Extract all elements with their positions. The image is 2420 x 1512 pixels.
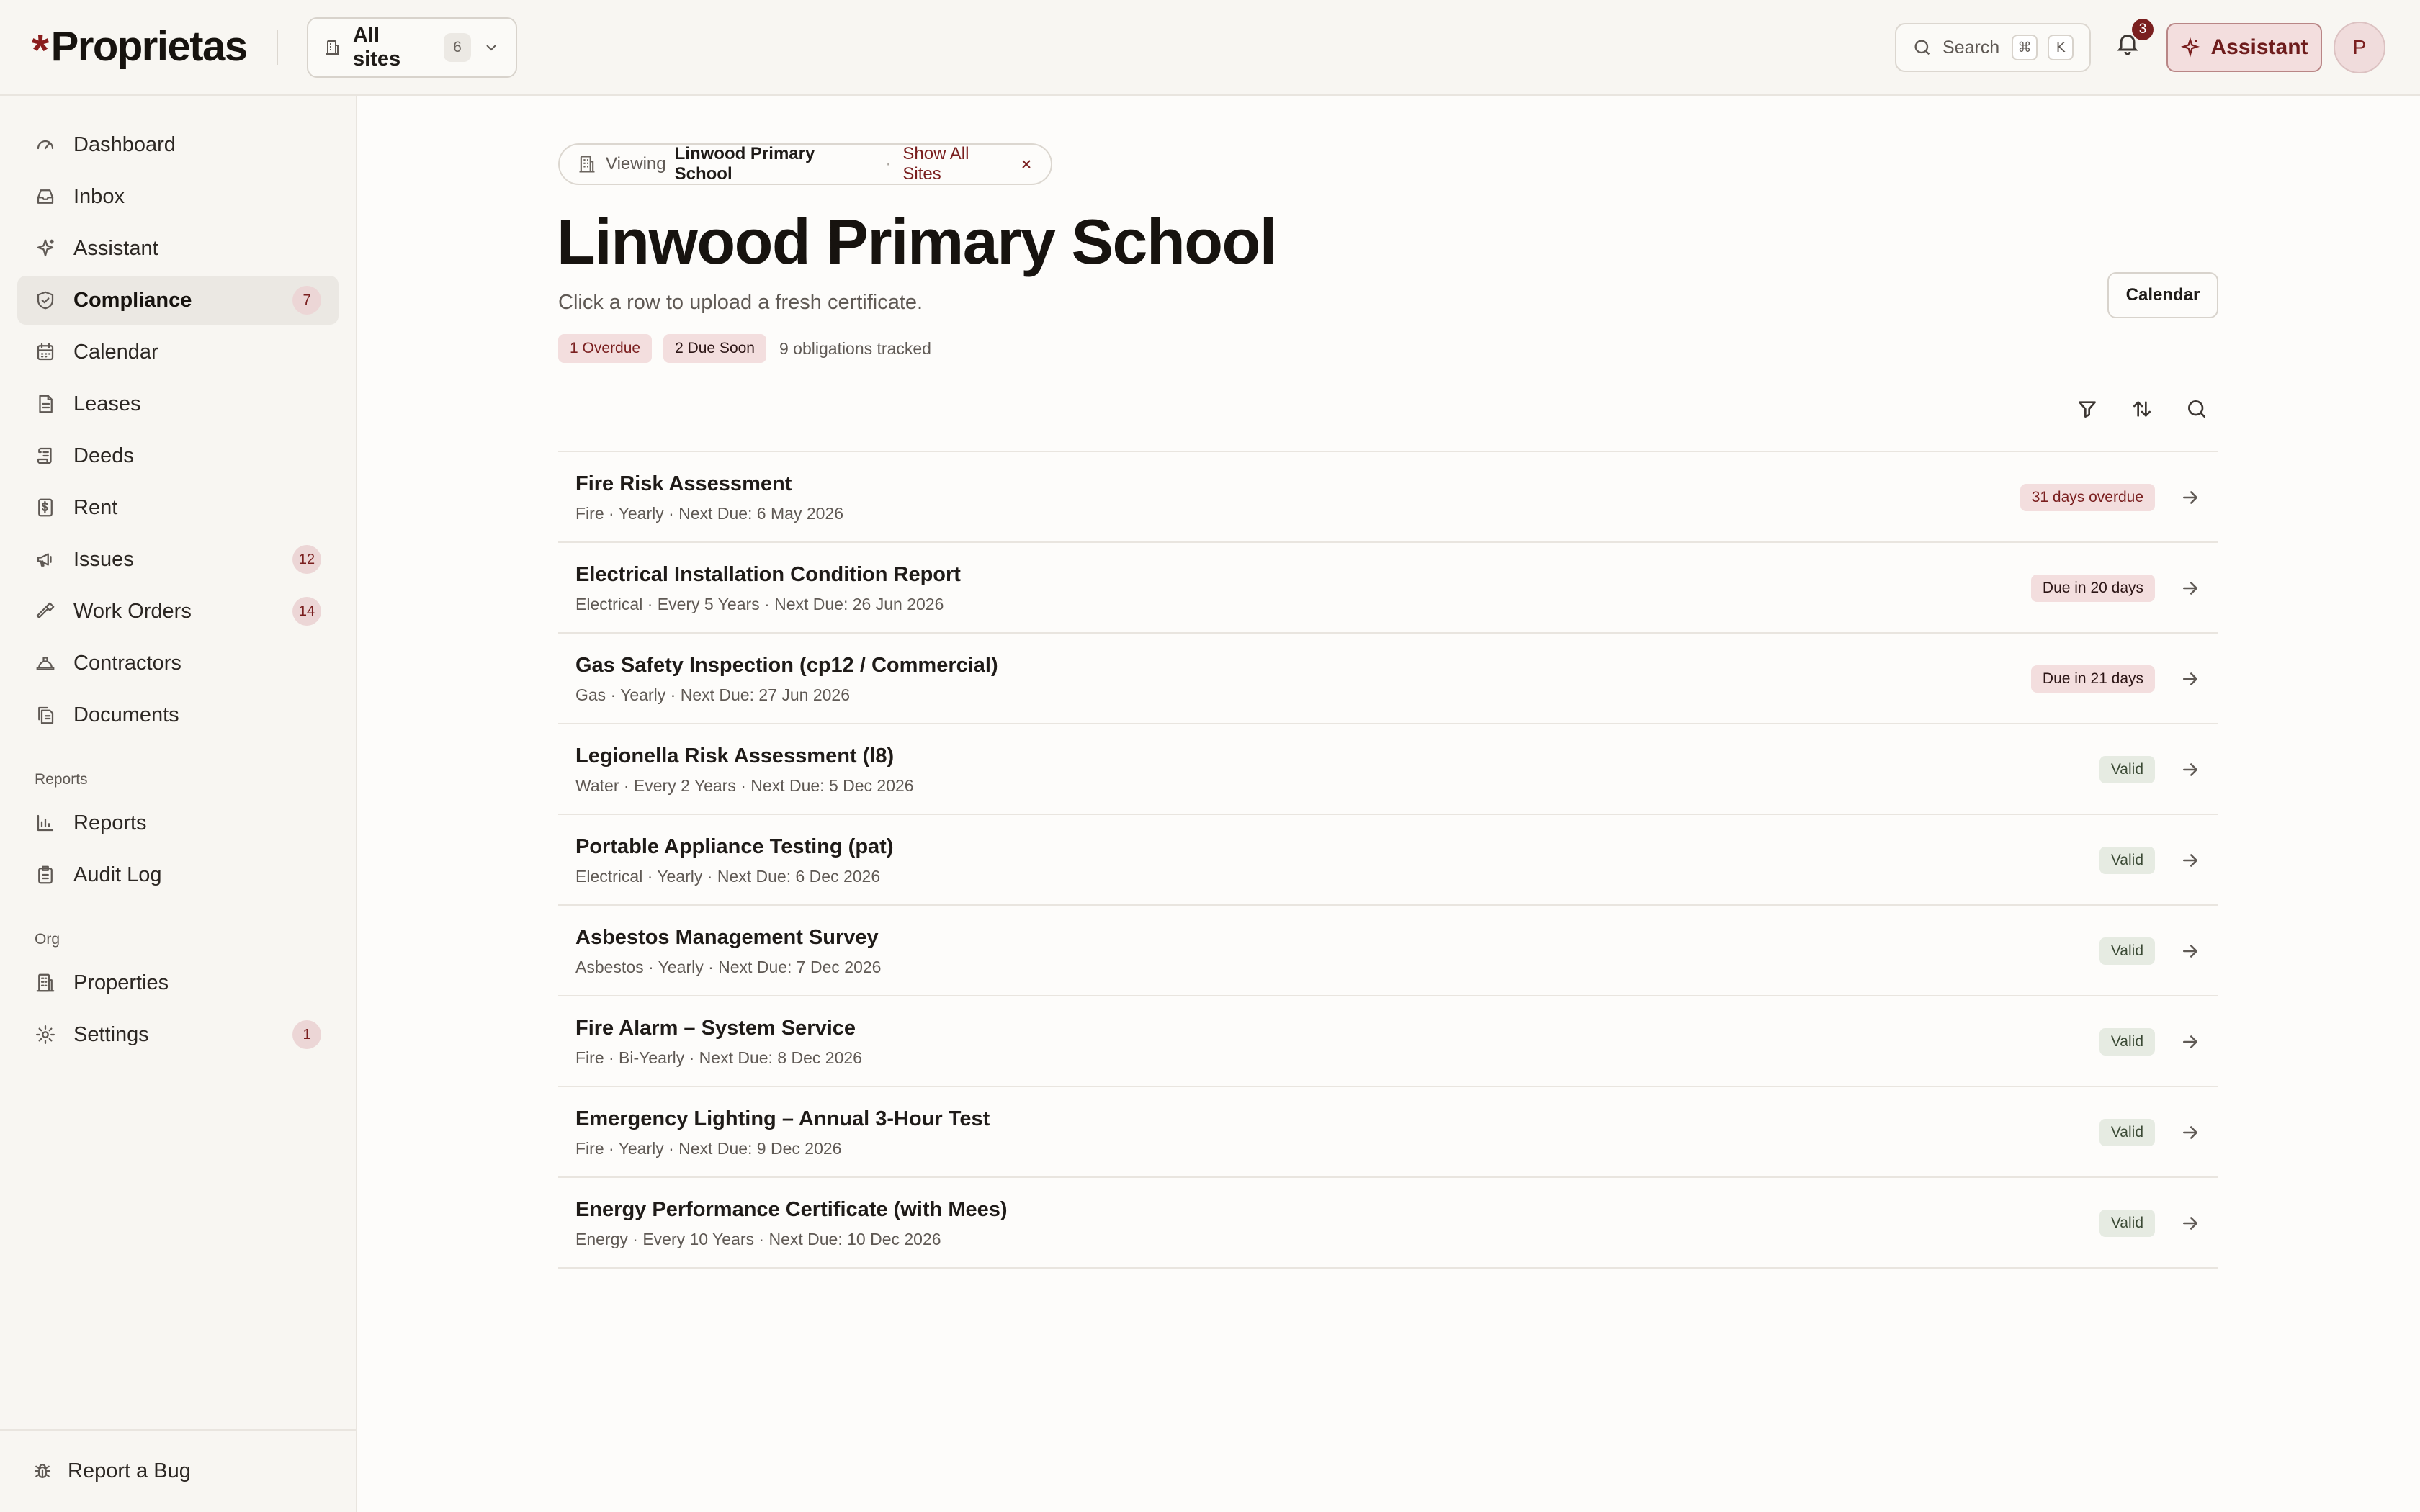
notification-count-badge: 3: [2132, 19, 2154, 40]
filter-icon[interactable]: [2074, 393, 2100, 425]
sidebar-item-label: Calendar: [73, 340, 158, 364]
arrow-right-icon[interactable]: [2179, 1122, 2201, 1143]
sparkle-icon: [35, 238, 56, 259]
obligation-row[interactable]: [558, 724, 2218, 815]
sidebar-item-label: Audit Log: [73, 863, 162, 886]
obligation-meta: Fire · Yearly · Next Due: 6 May 2026: [575, 504, 843, 523]
sidebar-item-deeds[interactable]: [17, 431, 339, 480]
sidebar-item-label: Issues: [73, 547, 134, 571]
site-selector-label: All sites: [353, 24, 401, 71]
notifications-button[interactable]: [2115, 22, 2147, 62]
search-button[interactable]: [1895, 23, 2091, 72]
report-bug-link[interactable]: [32, 1453, 191, 1489]
obligation-title: Asbestos Management Survey: [575, 926, 879, 949]
sidebar-item-label: Properties: [73, 971, 169, 994]
gear-icon: [35, 1024, 56, 1045]
obligation-title: Fire Risk Assessment: [575, 472, 792, 495]
inbox-icon: [35, 186, 56, 207]
hard-hat-icon: [35, 652, 56, 674]
page-subtitle: Click a row to upload a fresh certificate.: [558, 291, 923, 314]
obligation-meta: Asbestos · Yearly · Next Due: 7 Dec 2026: [575, 958, 882, 976]
obligation-row[interactable]: [558, 1178, 2218, 1269]
sidebar-item-rent[interactable]: [17, 483, 339, 532]
viewing-site-pill: [558, 143, 1052, 185]
settings-count-badge: 1: [292, 1020, 321, 1049]
viewing-prefix: Viewing: [606, 154, 666, 174]
sidebar-item-compliance[interactable]: [17, 276, 339, 325]
gauge-icon: [35, 134, 56, 156]
arrow-right-icon[interactable]: [2179, 577, 2201, 599]
files-icon: [35, 704, 56, 726]
logo-text: Proprietas: [50, 22, 247, 70]
arrow-right-icon[interactable]: [2179, 940, 2201, 962]
sidebar-item-contractors[interactable]: [17, 639, 339, 688]
obligation-row[interactable]: [558, 543, 2218, 634]
work-orders-count-badge: 14: [292, 597, 321, 626]
scroll-icon: [35, 445, 56, 467]
obligations-list: [558, 451, 2218, 1269]
search-icon: [1912, 37, 1932, 58]
status-badge: Valid: [2099, 937, 2155, 965]
sidebar-item-dashboard[interactable]: [17, 120, 339, 169]
kbd-k: K: [2048, 35, 2074, 60]
sidebar-item-label: Settings: [73, 1022, 149, 1046]
status-badge: 31 days overdue: [2020, 484, 2155, 511]
sidebar-item-label: Reports: [73, 811, 147, 834]
section-label-reports: Reports: [35, 771, 88, 788]
show-all-sites-button[interactable]: Show All Sites: [902, 144, 969, 184]
calendar-icon: [35, 341, 56, 363]
obligation-meta: Fire · Bi-Yearly · Next Due: 8 Dec 2026: [575, 1048, 862, 1067]
section-label-org: Org: [35, 931, 60, 948]
obligation-title: Portable Appliance Testing (pat): [575, 835, 894, 858]
status-badge: Valid: [2099, 1210, 2155, 1237]
sparkle-icon: [2180, 37, 2200, 58]
sidebar-item-label: Contractors: [73, 651, 182, 675]
chevron-down-icon: [483, 39, 500, 56]
obligation-meta: Water · Every 2 Years · Next Due: 5 Dec 2026: [575, 776, 914, 795]
logo-star: *: [32, 25, 48, 76]
obligation-row[interactable]: [558, 1087, 2218, 1178]
assistant-button[interactable]: [2166, 23, 2322, 72]
sidebar-item-work-orders[interactable]: [17, 587, 339, 636]
search-label: Search: [1942, 37, 2000, 58]
obligation-title: Electrical Installation Condition Report: [575, 563, 961, 586]
obligation-row[interactable]: [558, 996, 2218, 1087]
calendar-button[interactable]: Calendar: [2107, 272, 2218, 318]
obligation-row[interactable]: [558, 634, 2218, 724]
sidebar-item-label: Rent: [73, 495, 118, 519]
sidebar-item-label: Work Orders: [73, 599, 192, 623]
sort-icon[interactable]: [2129, 393, 2155, 425]
sidebar-item-inbox[interactable]: [17, 172, 339, 221]
top-header: [0, 0, 2420, 96]
status-badge: Valid: [2099, 756, 2155, 783]
arrow-right-icon[interactable]: [2179, 487, 2201, 508]
currency-icon: [35, 497, 56, 518]
obligation-row[interactable]: [558, 452, 2218, 543]
clipboard-icon: [35, 864, 56, 886]
obligation-meta: Energy · Every 10 Years · Next Due: 10 Dec 2026: [575, 1230, 941, 1248]
obligation-row[interactable]: [558, 906, 2218, 996]
compliance-count-badge: 7: [292, 286, 321, 315]
sidebar-item-reports[interactable]: [17, 798, 339, 847]
status-badge: Due in 21 days: [2031, 665, 2155, 693]
sidebar-item-label: Dashboard: [73, 132, 176, 156]
sidebar-item-label: Assistant: [73, 236, 158, 260]
shield-check-icon: [35, 289, 56, 311]
obligation-meta: Electrical · Yearly · Next Due: 6 Dec 2026: [575, 867, 881, 886]
sidebar-item-label: Compliance: [73, 288, 192, 312]
obligation-meta: Fire · Yearly · Next Due: 9 Dec 2026: [575, 1139, 842, 1158]
arrow-right-icon[interactable]: [2179, 759, 2201, 780]
obligation-title: Legionella Risk Assessment (l8): [575, 744, 895, 768]
sidebar-item-label: Leases: [73, 392, 141, 415]
sidebar-item-assistant[interactable]: [17, 224, 339, 273]
sidebar-item-label: Deeds: [73, 444, 134, 467]
stats-row: [558, 334, 931, 363]
header-divider: [277, 30, 278, 65]
sidebar: [0, 96, 357, 1512]
app-logo[interactable]: [32, 20, 247, 76]
arrow-right-icon[interactable]: [2179, 850, 2201, 871]
list-toolbar: [2074, 393, 2210, 425]
search-icon[interactable]: [2184, 393, 2210, 425]
obligation-row[interactable]: [558, 815, 2218, 906]
site-count-badge: 6: [444, 33, 471, 62]
sidebar-item-documents[interactable]: [17, 690, 339, 739]
sidebar-item-audit-log[interactable]: [17, 850, 339, 899]
issues-count-badge: 12: [292, 545, 321, 574]
obligation-title: Emergency Lighting – Annual 3-Hour Test: [575, 1107, 990, 1130]
building-icon: [577, 154, 597, 174]
building-icon: [35, 972, 56, 994]
kbd-command: ⌘: [2012, 35, 2038, 60]
status-badge: Valid: [2099, 1028, 2155, 1056]
sidebar-item-label: Documents: [73, 703, 179, 726]
megaphone-icon: [35, 549, 56, 570]
obligation-title: Fire Alarm – System Service: [575, 1017, 856, 1040]
sidebar-item-settings[interactable]: [17, 1010, 339, 1059]
page-title: Linwood Primary School: [557, 206, 1276, 277]
user-avatar[interactable]: P: [2334, 22, 2385, 73]
hammer-icon: [35, 600, 56, 622]
obligation-title: Gas Safety Inspection (cp12 / Commercial): [575, 654, 998, 677]
report-bug-label: Report a Bug: [68, 1459, 191, 1482]
status-badge: Due in 20 days: [2031, 575, 2155, 602]
overdue-badge: 1 Overdue: [558, 334, 652, 363]
obligation-meta: Gas · Yearly · Next Due: 27 Jun 2026: [575, 685, 850, 704]
building-icon: [324, 39, 341, 56]
sidebar-item-label: Inbox: [73, 184, 125, 208]
assistant-button-label: Assistant: [2210, 35, 2308, 59]
document-icon: [35, 393, 56, 415]
viewing-separator: ·: [885, 154, 892, 174]
close-icon[interactable]: [1019, 157, 1034, 171]
arrow-right-icon[interactable]: [2179, 1212, 2201, 1234]
status-badge: Valid: [2099, 847, 2155, 874]
bar-chart-icon: [35, 812, 56, 834]
arrow-right-icon[interactable]: [2179, 668, 2201, 690]
sidebar-item-leases[interactable]: [17, 379, 339, 428]
site-selector[interactable]: [307, 17, 517, 78]
due-soon-badge: 2 Due Soon: [663, 334, 766, 363]
bug-icon: [32, 1460, 53, 1482]
sidebar-item-issues[interactable]: [17, 535, 339, 584]
sidebar-footer-divider: [0, 1429, 356, 1431]
obligation-title: Energy Performance Certificate (with Mees): [575, 1198, 1008, 1221]
viewing-site-name: Linwood Primary School: [674, 144, 815, 184]
obligations-tracked-text: 9 obligations tracked: [779, 338, 931, 358]
obligation-meta: Electrical · Every 5 Years · Next Due: 26 Jun 2026: [575, 595, 944, 613]
arrow-right-icon[interactable]: [2179, 1031, 2201, 1053]
sidebar-item-calendar[interactable]: [17, 328, 339, 377]
status-badge: Valid: [2099, 1119, 2155, 1146]
sidebar-item-properties[interactable]: [17, 958, 339, 1007]
